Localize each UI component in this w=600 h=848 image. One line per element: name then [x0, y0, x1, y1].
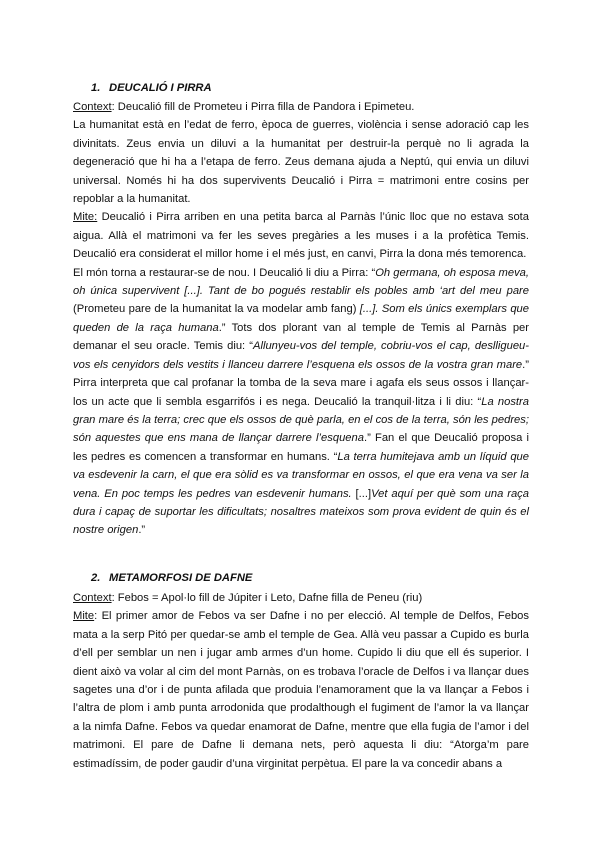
section-2-title: METAMORFOSI DE DAFNE: [109, 572, 253, 584]
context-label: Context: [73, 101, 112, 113]
quote-text: [...]. Som els únics exemplars que queden de la raça humana: [73, 303, 529, 334]
section-2-mite: [73, 607, 529, 773]
quote-text: Oh germana, oh esposa meva, oh única supervivent [...]. Tant de bo pogués restablir els pobles amb ‘art del meu pare: [73, 266, 529, 298]
section-2-context: [73, 589, 529, 607]
section-2-heading: [91, 569, 252, 587]
quote-text: Vet aquí per què som una raça dura i capaç de suportar les dificultats; nosaltres mateixos som prova evident de quin és el nostre origen: [73, 487, 529, 537]
section-1-heading: [91, 79, 212, 97]
context-text: : Deucalió fill de Prometeu i Pirra filla de Pandora i Epimeteu.: [111, 101, 415, 113]
section-1-narrative: [73, 264, 529, 540]
narrative-text: .” Pirra interpreta que cal profanar la tomba de la seva mare i agafa els seus ossos i llançar-los un acte que li sembla esgarrifós i es nega. Deucalió la tranquil·litza i li diu: “: [73, 358, 529, 408]
narrative-text: (Prometeu pare de la humanitat la va modelar amb fang): [73, 303, 360, 316]
section-2-body: [73, 589, 529, 773]
context-text: : Febos = Apol·lo fill de Júpiter i Leto, Dafne filla de Peneu (riu): [111, 592, 423, 604]
narrative-text: [...]: [351, 487, 372, 500]
narrative-text: .” Fan el que Deucalió proposa i les pedres es comencen a transformar en humans. “: [73, 432, 529, 463]
quote-text: La nostra gran mare és la terra; crec que els ossos de què parla, en el cos de la terra, són les pedres; són aquestes que ens mana de llançar darrere l’esquena: [73, 395, 529, 445]
section-1-number: 1.: [91, 82, 101, 94]
mite-text: : El primer amor de Febos va ser Dafne i no per elecció. Al temple de Delfos, Febos mata a la serp Pitó per quedar-se amb el temple de Gea. Allà veu passar a Cupido es burla d’ell per semblar un nen i jugar amb armes d’un home. Cupido li diu que ell és superior. I dient això va volar al cim del mont Parnàs, on es trobava l’oracle de Delfos i va llançar dues sagetes una d’or i de punta afilada que produia l’enamorament que la va llançar a Febos i l’altra de plom i amb punta arrodonida que prodalthough el fugiment de l’amor la va llançar a la nimfa Dafne. Febos va quedar enamorat de Dafne, mentre que ella fugia de l’amor i del matrimoni. El pare de Dafne li demana nets, però aquesta li diu: “Atorga’m pare estimadíssim, de poder gaudir d’una virginitat perpètua. El pare la va concedir abans a: [73, 610, 529, 770]
narrative-text: El món torna a restaurar-se de nou. I Deucalió li diu a Pirra: “: [73, 266, 376, 279]
section-1-context: [73, 98, 529, 116]
quote-text: Allunyeu-vos del temple, cobriu-vos el cap, deslligueu-vos els cenyidors dels vestits i llanceu darrere l’esquena els ossos de la vostra gran mare: [73, 340, 529, 371]
narrative-text: .” Tots dos plorant van al temple de Temis al Parnàs per demanar el seu oracle. Temis diu: “: [73, 321, 530, 353]
mite-text: Deucalió i Pirra arriben en una petita barca al Parnàs l’únic lloc que no estava sota aigua. Allà el matrimoni va fer les seves pregàries a les muses i a la profètica Temis. Deucalió era considerat el millor home i el més just, en canvi, Pirra la dona més temorenca.: [73, 211, 529, 261]
section-1-paragraph: La humanitat està en l’edat de ferro, època de guerres, violència i sense adoració cap les divinitats. Zeus envia un diluvi a la humanitat per destruir-la perquè no li agrada la degeneració que hi ha a l’etapa de ferro. Zeus demana ajuda a Neptú, qui envia un diluvi universal. Només hi ha dos supervivents Deucalió i Pirra = matrimoni entre cosins per repoblar a la humanitat.: [73, 119, 529, 206]
section-2-number: 2.: [91, 572, 101, 584]
quote-text: La terra humitejava amb un líquid que va esdevenir la carn, el que era sòlid es va transformar en ossos, el que era vena va ser la vena. En poc temps les pedres van esdevenir humans.: [73, 450, 529, 500]
section-1-mite: [73, 208, 529, 263]
mite-label: Mite: [73, 610, 95, 623]
narrative-text: .”: [138, 524, 146, 537]
context-label: Context: [73, 592, 112, 604]
mite-label: Mite:: [73, 211, 98, 224]
section-1-title: DEUCALIÓ I PIRRA: [109, 82, 212, 94]
section-1-body: [73, 98, 529, 540]
